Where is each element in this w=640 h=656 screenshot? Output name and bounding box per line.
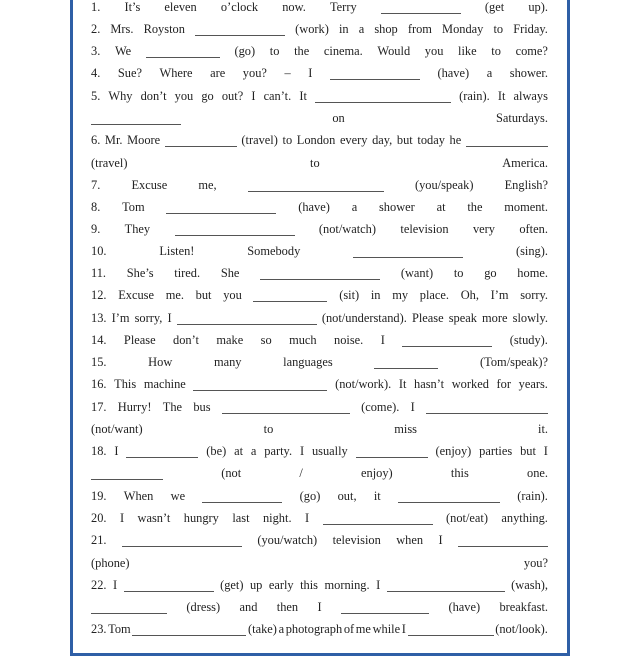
word: many (213, 355, 242, 369)
answer-blank[interactable] (132, 624, 246, 636)
word: (not (221, 466, 242, 480)
answer-blank[interactable] (195, 24, 285, 36)
word: Why (108, 89, 133, 103)
word: when (396, 533, 424, 547)
word: o’clock (220, 0, 259, 14)
word: (not/want) (91, 422, 143, 436)
answer-blank[interactable] (91, 468, 163, 480)
word: like (458, 44, 477, 58)
word: bus (193, 400, 211, 414)
word: It’s (124, 0, 141, 14)
word: but (195, 288, 212, 302)
word: worked (451, 377, 489, 391)
word: tired. (174, 266, 201, 280)
word: usually (311, 444, 348, 458)
word: while (372, 622, 401, 636)
word: I (251, 89, 256, 103)
word: (Tom/speak)? (480, 355, 548, 369)
word: always (513, 89, 548, 103)
word: I’m (490, 288, 509, 302)
exercise-line (91, 111, 548, 125)
exercise-line (91, 556, 548, 570)
answer-blank[interactable] (175, 224, 295, 236)
word: slowly. (512, 311, 548, 325)
word: so (260, 333, 272, 347)
word: When (123, 489, 154, 503)
word: 2. (91, 22, 101, 36)
answer-blank[interactable] (466, 135, 548, 147)
word: (not/look). (495, 622, 548, 636)
answer-blank[interactable] (315, 91, 451, 103)
word: shower (378, 200, 415, 214)
word: 11. (91, 266, 107, 280)
word: We (114, 44, 132, 58)
word: to (269, 44, 280, 58)
word: you (223, 288, 242, 302)
word: you? (523, 556, 548, 570)
exercise-line (91, 355, 548, 369)
answer-blank[interactable] (253, 290, 327, 302)
word: for (496, 377, 511, 391)
word: 15. (91, 355, 107, 369)
word: (go) (299, 489, 321, 503)
word: (not/understand). (321, 311, 407, 325)
word: (you/speak) (414, 178, 474, 192)
word: Monday (442, 22, 484, 36)
exercise-line (91, 333, 548, 347)
word: The (162, 400, 183, 414)
word: (not/watch) (318, 222, 377, 236)
exercise-line (91, 89, 548, 103)
word: come? (515, 44, 548, 58)
word: Terry (329, 0, 357, 14)
word: sorry. (520, 288, 548, 302)
word: Mrs. (110, 22, 134, 36)
word: Moore (127, 133, 161, 147)
word: It (299, 89, 307, 103)
answer-blank[interactable] (202, 491, 282, 503)
word: enjoy) (361, 466, 393, 480)
answer-blank[interactable] (193, 379, 327, 391)
word: Oh, (460, 288, 479, 302)
word: out? (221, 89, 244, 103)
word: (not/work). (335, 377, 392, 391)
word: machine (143, 377, 186, 391)
word: Hurry! (117, 400, 152, 414)
word: cinema. (323, 44, 363, 58)
exercise-line (91, 200, 548, 214)
word: from (407, 22, 432, 36)
word: I’m (111, 311, 130, 325)
exercise-line (91, 178, 548, 192)
word: 9. (91, 222, 101, 236)
word: me. (165, 288, 184, 302)
word: (study). (509, 333, 548, 347)
exercise-line (91, 0, 548, 14)
word: I (410, 400, 415, 414)
word: I (114, 444, 119, 458)
exercise-line (91, 244, 548, 258)
exercise-line (91, 533, 548, 547)
word: Friday. (513, 22, 548, 36)
word: at (234, 444, 244, 458)
word: miss (394, 422, 417, 436)
word: (have) (448, 600, 481, 614)
word: I (119, 511, 125, 525)
word: make (216, 333, 244, 347)
word: I (112, 578, 118, 592)
word: I (167, 311, 172, 325)
word: 1. (91, 0, 101, 14)
word: I (401, 622, 406, 636)
answer-blank[interactable] (124, 580, 214, 592)
word: (travel) (241, 133, 278, 147)
word: me, (198, 178, 217, 192)
word: (have) (437, 66, 470, 80)
answer-blank[interactable] (91, 113, 181, 125)
word: 19. (91, 489, 107, 503)
word: to (493, 22, 504, 36)
word: television (332, 533, 381, 547)
word: are (210, 66, 226, 80)
exercise-line (91, 377, 548, 391)
word: now. (282, 0, 306, 14)
word: the (294, 44, 310, 58)
exercise-line (91, 288, 548, 302)
answer-blank[interactable] (177, 313, 317, 325)
word: Saturdays. (496, 111, 548, 125)
word: (phone) (91, 556, 130, 570)
answer-blank[interactable] (341, 602, 429, 614)
word: then (276, 600, 299, 614)
word: years. (518, 377, 548, 391)
word: They (124, 222, 151, 236)
exercise-line (91, 444, 548, 458)
word: I (317, 600, 322, 614)
word: Excuse (118, 288, 154, 302)
answer-blank[interactable] (146, 46, 220, 58)
word: – (284, 66, 291, 80)
word: to (263, 422, 274, 436)
word: (sit) (339, 288, 360, 302)
word: America. (502, 156, 548, 170)
exercise-line (91, 466, 548, 480)
word: Where (159, 66, 193, 80)
word: I (299, 444, 305, 458)
word: Excuse (131, 178, 168, 192)
exercise-line (91, 66, 548, 80)
word: go (484, 266, 497, 280)
word: day, (372, 133, 393, 147)
word: home. (517, 266, 548, 280)
word: 17. (91, 400, 107, 414)
exercise-line (91, 44, 548, 58)
word: breakfast. (499, 600, 548, 614)
answer-blank[interactable] (248, 180, 384, 192)
answer-blank[interactable] (122, 535, 242, 547)
answer-blank[interactable] (165, 135, 237, 147)
word: to (491, 44, 501, 58)
word: noise. (334, 333, 364, 347)
word: Please (123, 333, 156, 347)
word: I (304, 511, 310, 525)
exercise-line (91, 622, 548, 636)
word: Tom (108, 622, 131, 636)
word: on (332, 111, 345, 125)
word: Somebody (247, 244, 301, 258)
word: this (450, 466, 469, 480)
word: (rain). (517, 489, 548, 503)
word: this (300, 578, 318, 592)
answer-blank[interactable] (426, 402, 548, 414)
exercise-line (91, 22, 548, 36)
answer-blank[interactable] (222, 402, 350, 414)
word: today (417, 133, 445, 147)
word: to (310, 156, 320, 170)
word: my (392, 288, 409, 302)
word: 21. (91, 533, 107, 547)
word: go (201, 89, 214, 103)
word: (wash), (511, 578, 548, 592)
exercise-line (91, 266, 548, 280)
word: to (282, 133, 293, 147)
word: hungry (183, 511, 219, 525)
word: in (370, 288, 381, 302)
word: every (339, 133, 368, 147)
word: shower. (509, 66, 548, 80)
word: me (355, 622, 371, 636)
word: (get) (220, 578, 244, 592)
word: Would (377, 44, 411, 58)
word: he (449, 133, 462, 147)
word: London (296, 133, 336, 147)
answer-blank[interactable] (387, 580, 505, 592)
word: a (358, 22, 365, 36)
word: (take) (248, 622, 277, 636)
word: night. (262, 511, 292, 525)
exercise-line (91, 311, 548, 325)
answer-blank[interactable] (374, 357, 438, 369)
word: I (308, 66, 313, 80)
exercise-line (91, 156, 548, 170)
answer-blank[interactable] (398, 491, 500, 503)
word: to (453, 266, 464, 280)
word: but (396, 133, 413, 147)
word: Tom (122, 200, 145, 214)
word: This (114, 377, 137, 391)
word: How (148, 355, 173, 369)
word: a (278, 622, 285, 636)
word: you? (242, 66, 267, 80)
word: (rain). (459, 89, 490, 103)
word: photograph (285, 622, 343, 636)
word: (be) (206, 444, 227, 458)
word: I (438, 533, 443, 547)
word: (enjoy) (435, 444, 472, 458)
word: wasn’t (137, 511, 171, 525)
word: I (376, 578, 381, 592)
exercise-line (91, 400, 548, 414)
word: 14. (91, 333, 107, 347)
word: English? (504, 178, 548, 192)
answer-blank[interactable] (458, 535, 548, 547)
word: She’s (126, 266, 154, 280)
word: 5. (91, 89, 101, 103)
word: of (343, 622, 355, 636)
word: speak (448, 311, 477, 325)
exercise-line (91, 578, 548, 592)
exercise-line (91, 600, 548, 614)
word: (travel) (91, 156, 128, 170)
answer-blank[interactable] (356, 446, 428, 458)
word: 13. (91, 311, 107, 325)
word: 3. (91, 44, 101, 58)
word: 20. (91, 511, 107, 525)
word: a (250, 444, 257, 458)
exercise-line (91, 511, 548, 525)
word: one. (527, 466, 548, 480)
answer-blank[interactable] (330, 68, 420, 80)
answer-blank[interactable] (323, 513, 433, 525)
word: a (351, 200, 358, 214)
word: (want) (400, 266, 434, 280)
word: (dress) (186, 600, 221, 614)
answer-blank[interactable] (408, 624, 494, 636)
word: 8. (91, 200, 101, 214)
word: 10. (91, 244, 107, 258)
word: 6. (91, 133, 101, 147)
word: and (239, 600, 258, 614)
word: but (520, 444, 536, 458)
word: Royston (143, 22, 185, 36)
word: much (289, 333, 317, 347)
word: (work) (295, 22, 329, 36)
word: morning. (324, 578, 370, 592)
word: (come). (361, 400, 400, 414)
word: party. (264, 444, 293, 458)
word: sorry, (134, 311, 163, 325)
word: very (472, 222, 495, 236)
word: It (497, 89, 506, 103)
exercise-line (91, 489, 548, 503)
word: a (486, 66, 493, 80)
answer-blank[interactable] (353, 246, 463, 258)
word: 23. (91, 622, 107, 636)
word: moment. (504, 200, 548, 214)
word: can’t. (263, 89, 292, 103)
exercise-line (91, 222, 548, 236)
answer-blank[interactable] (91, 602, 167, 614)
word: up). (528, 0, 548, 14)
word: don’t (140, 89, 167, 103)
word: Please (411, 311, 444, 325)
word: it (373, 489, 381, 503)
word: you (174, 89, 194, 103)
word: we (170, 489, 186, 503)
word: It (398, 377, 407, 391)
word: 16. (91, 377, 107, 391)
answer-blank[interactable] (126, 446, 198, 458)
word: (get (484, 0, 505, 14)
word: / (299, 466, 303, 480)
word: Mr. (104, 133, 123, 147)
exercise-line (91, 422, 548, 436)
word: She (220, 266, 240, 280)
word: more (482, 311, 508, 325)
word: it. (538, 422, 548, 436)
word: eleven (164, 0, 197, 14)
word: often. (519, 222, 548, 236)
word: languages (283, 355, 333, 369)
word: you (424, 44, 444, 58)
word: last (232, 511, 250, 525)
word: at (436, 200, 446, 214)
word: anything. (501, 511, 548, 525)
word: Listen! (159, 244, 195, 258)
exercise-line (91, 133, 548, 147)
word: (go) (234, 44, 256, 58)
answer-blank[interactable] (381, 2, 461, 14)
word: parties (479, 444, 513, 458)
answer-blank[interactable] (260, 268, 380, 280)
word: 7. (91, 178, 101, 192)
word: place. (419, 288, 449, 302)
word: early (268, 578, 294, 592)
word: 22. (91, 578, 107, 592)
word: television (400, 222, 449, 236)
word: (not/eat) (446, 511, 488, 525)
word: (you/watch) (257, 533, 318, 547)
word: (have) (298, 200, 330, 214)
word: I (543, 444, 548, 458)
word: Sue? (117, 66, 142, 80)
word: 4. (91, 66, 101, 80)
word: out, (337, 489, 357, 503)
word: I (380, 333, 385, 347)
word: shop (374, 22, 398, 36)
word: in (338, 22, 349, 36)
answer-blank[interactable] (402, 335, 492, 347)
word: hasn’t (414, 377, 445, 391)
word: 12. (91, 288, 107, 302)
word: (sing). (515, 244, 548, 258)
answer-blank[interactable] (166, 202, 276, 214)
word: up (249, 578, 263, 592)
word: 18. (91, 444, 107, 458)
word: don’t (173, 333, 199, 347)
word: the (467, 200, 483, 214)
